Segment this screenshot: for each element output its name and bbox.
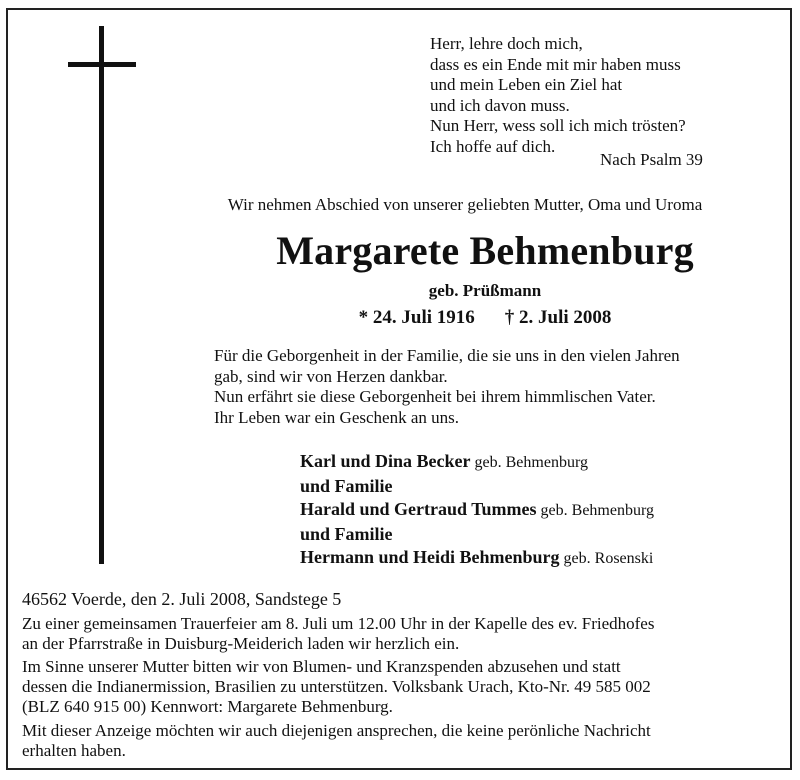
mourner-entry bbox=[300, 498, 654, 523]
mourner-name: und Familie bbox=[300, 475, 393, 496]
life-dates bbox=[0, 307, 800, 329]
footer-line: (BLZ 640 915 00) Kennwort: Margarete Behmenburg. bbox=[22, 696, 393, 716]
birth-date: * 24. Juli 1916 bbox=[358, 307, 475, 328]
mourner-note: geb. Behmenburg bbox=[474, 454, 588, 471]
message-text bbox=[214, 346, 680, 428]
closing-paragraph bbox=[22, 721, 782, 761]
deceased-name: Margarete Behmenburg bbox=[276, 228, 694, 273]
psalm-source: Nach Psalm 39 bbox=[600, 150, 703, 169]
mourners-list bbox=[300, 450, 654, 571]
message-line: Nun erfährt sie diese Geborgenheit bei ihrem himmlischen Vater. bbox=[214, 387, 656, 406]
message-line: gab, sind wir von Herzen dankbar. bbox=[214, 366, 448, 386]
mourner-entry bbox=[300, 450, 654, 475]
psalm-line: Herr, lehre doch mich, bbox=[430, 34, 583, 53]
mourner-entry bbox=[300, 475, 654, 499]
mourner-note: geb. Behmenburg bbox=[540, 502, 655, 519]
mourner-name: Harald und Gertraud Tummes bbox=[300, 499, 537, 519]
mourner-entry bbox=[300, 546, 654, 571]
psalm-line: und ich davon muss. bbox=[430, 95, 570, 115]
ceremony-paragraph bbox=[22, 614, 782, 654]
cross-icon-crossbar bbox=[68, 62, 136, 67]
mourner-name: Karl und Dina Becker bbox=[300, 451, 471, 471]
maiden-name: geb. Prüßmann bbox=[428, 281, 542, 300]
footer-line: an der Pfarrstraße in Duisburg-Meiderich laden wir herzlich ein. bbox=[22, 633, 460, 653]
death-date: † 2. Juli 2008 bbox=[504, 307, 612, 328]
psalm-line: Ich hoffe auf dich. bbox=[430, 136, 556, 156]
footer-info bbox=[22, 590, 782, 764]
psalm-line: dass es ein Ende mit mir haben muss bbox=[430, 54, 681, 74]
mourner-entry bbox=[300, 523, 654, 547]
psalm-verse bbox=[430, 34, 686, 158]
message-line: Für die Geborgenheit in der Familie, die sie uns in den vielen Jahren bbox=[214, 346, 680, 365]
psalm-line: und mein Leben ein Ziel hat bbox=[430, 75, 623, 95]
footer-line: erhalten haben. bbox=[22, 740, 126, 760]
psalm-line: Nun Herr, wess soll ich mich trösten? bbox=[430, 116, 686, 136]
mourner-name: Hermann und Heidi Behmenburg bbox=[300, 547, 560, 567]
farewell-line: Wir nehmen Abschied von unserer geliebten Mutter, Oma und Uroma bbox=[227, 195, 703, 214]
footer-line: Zu einer gemeinsamen Trauerfeier am 8. Juli um 12.00 Uhr in der Kapelle des ev. Friedhofes bbox=[22, 613, 655, 633]
address-line: 46562 Voerde, den 2. Juli 2008, Sandstege 5 bbox=[22, 589, 342, 609]
footer-line: Mit dieser Anzeige möchten wir auch diejenigen ansprechen, die keine perönliche Nachricht bbox=[22, 720, 651, 740]
mourner-note: geb. Rosenski bbox=[563, 550, 654, 567]
footer-line: dessen die Indianermission, Brasilien zu unterstützen. Volksbank Urach, Kto-Nr. 49 585 002 bbox=[22, 677, 651, 697]
footer-line: Im Sinne unserer Mutter bitten wir von Blumen- und Kranzspenden abzusehen und statt bbox=[22, 657, 621, 677]
message-line: Ihr Leben war ein Geschenk an uns. bbox=[214, 407, 459, 427]
donation-paragraph bbox=[22, 657, 782, 716]
mourner-name: und Familie bbox=[300, 523, 393, 544]
